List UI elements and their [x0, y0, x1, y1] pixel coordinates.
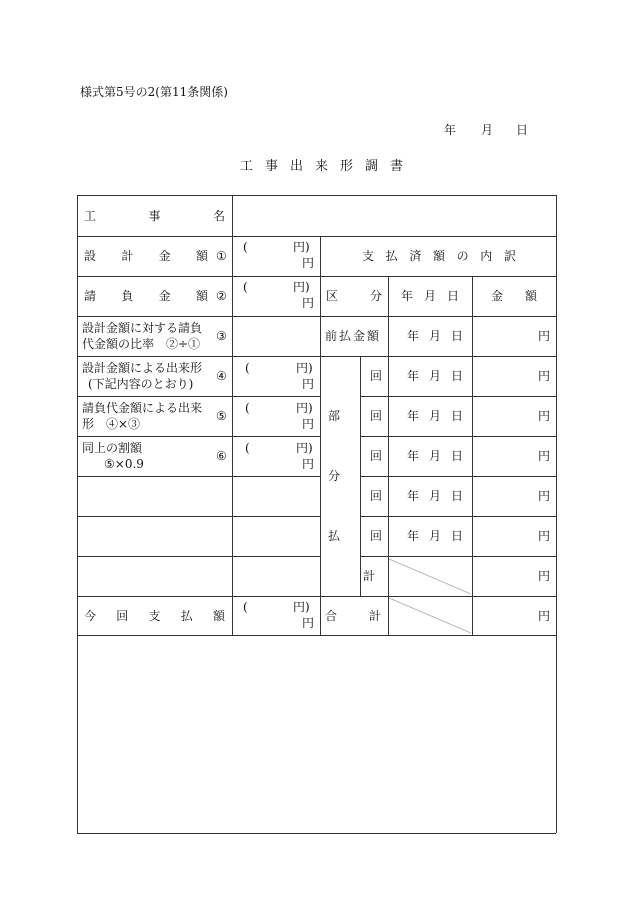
date-month: 月	[428, 409, 441, 423]
char: 月	[423, 289, 436, 303]
char: 年	[401, 289, 414, 303]
yen: 円	[302, 457, 315, 471]
kai-label: 回	[370, 489, 383, 503]
paren-open: (	[243, 600, 248, 614]
contract-amount-label	[84, 289, 208, 303]
date-year-label: 年	[444, 123, 457, 137]
date-year: 年	[407, 329, 420, 343]
char: 支	[362, 249, 375, 263]
kai-label: 回	[370, 529, 383, 543]
date-day: 日	[450, 529, 463, 543]
contract-dekidaka-label-line1: 請負代金額による出来	[82, 401, 203, 415]
breakdown-title	[362, 249, 516, 263]
row-yen: 円	[538, 449, 551, 463]
kai-label: 回	[370, 369, 383, 383]
char: 今	[84, 609, 97, 623]
date-year: 年	[407, 409, 420, 423]
subtotal-yen: 円	[538, 569, 551, 583]
split-number: ⑥	[216, 449, 227, 463]
char: 金	[158, 289, 171, 303]
char: 済	[409, 249, 422, 263]
date-header	[401, 289, 459, 303]
char: 分	[369, 289, 382, 303]
date-day: 日	[450, 369, 463, 383]
paren-open: (	[245, 361, 250, 375]
char: 内	[480, 249, 493, 263]
yen: 円	[302, 256, 315, 270]
char: 設	[84, 249, 97, 263]
advance-payment-label: 前払金額	[325, 329, 382, 343]
paren-open: (	[245, 401, 250, 415]
paren-yen: 円)	[293, 600, 310, 614]
date-year: 年	[407, 449, 420, 463]
yen: 円	[302, 296, 315, 310]
ratio-label-line2: 代金額の比率 ②÷①	[82, 337, 201, 351]
char: 日	[446, 289, 459, 303]
row-yen: 円	[538, 409, 551, 423]
char: 負	[121, 289, 134, 303]
empty-cell-diagonals	[388, 556, 472, 635]
char: 払	[385, 249, 398, 263]
split-label-line2: ⑤×0.9	[104, 457, 144, 471]
paren-yen: 円)	[296, 361, 313, 375]
row-yen: 円	[538, 489, 551, 503]
amount-header	[491, 289, 537, 303]
char: 回	[116, 609, 129, 623]
date-month-label: 月	[481, 123, 494, 137]
paren-open: (	[243, 240, 248, 254]
subtotal-label: 計	[363, 569, 376, 583]
date-day: 日	[450, 489, 463, 503]
construction-name-label	[84, 209, 225, 223]
ratio-label-line1: 設計金額に対する請負	[82, 321, 203, 335]
date-month: 月	[428, 449, 441, 463]
row-date	[407, 489, 463, 503]
char: 計	[121, 249, 134, 263]
dekidaka-label-line2: (下記内容のとおり)	[88, 377, 194, 391]
design-amount-number: ①	[216, 249, 227, 263]
char: 額	[195, 289, 208, 303]
date-month: 月	[428, 329, 441, 343]
category-header	[326, 289, 382, 303]
row-yen: 円	[538, 369, 551, 383]
char: 計	[368, 609, 381, 623]
char: 事	[148, 209, 161, 223]
paren-yen: 円)	[293, 240, 310, 254]
kai-label: 回	[370, 409, 383, 423]
date-year: 年	[407, 489, 420, 503]
char: 区	[326, 289, 339, 303]
char: 額	[212, 609, 225, 623]
date-day: 日	[450, 449, 463, 463]
row-yen: 円	[538, 529, 551, 543]
this-payment-label	[84, 609, 225, 623]
total-label	[325, 609, 381, 623]
ratio-number: ③	[216, 329, 227, 343]
contract-dekidaka-label-line2: 形 ④×③	[82, 417, 141, 431]
paren-open: (	[245, 441, 250, 455]
paren-yen: 円)	[296, 441, 313, 455]
char: 請	[84, 289, 97, 303]
split-label-line1: 同上の割額	[82, 441, 143, 455]
row-date	[407, 449, 463, 463]
partial-label-char-2: 分	[328, 469, 341, 483]
partial-label-char-1: 部	[328, 409, 341, 423]
dekidaka-label-line1: 設計金額による出来形	[82, 361, 203, 375]
row-date	[407, 529, 463, 543]
char: 工	[84, 209, 97, 223]
date-month: 月	[428, 369, 441, 383]
total-yen: 円	[538, 609, 551, 623]
paren-open: (	[243, 280, 248, 294]
advance-payment-date	[407, 329, 463, 343]
date-day: 日	[450, 409, 463, 423]
date-day: 日	[450, 329, 463, 343]
char: 名	[212, 209, 225, 223]
char: 訳	[503, 249, 516, 263]
date-day-label: 日	[516, 123, 529, 137]
design-amount-label	[84, 249, 208, 263]
char: の	[456, 249, 469, 263]
char: 金	[158, 249, 171, 263]
form-number: 様式第5号の2(第11条関係)	[80, 85, 228, 99]
char: 金	[491, 289, 504, 303]
char: 支	[148, 609, 161, 623]
char: 額	[524, 289, 537, 303]
paren-yen: 円)	[293, 280, 310, 294]
date-year: 年	[407, 369, 420, 383]
contract-amount-number: ②	[216, 289, 227, 303]
yen: 円	[302, 616, 315, 630]
dekidaka-number: ④	[216, 369, 227, 383]
char: 額	[195, 249, 208, 263]
char: 払	[180, 609, 193, 623]
char: 合	[325, 609, 338, 623]
paren-yen: 円)	[296, 401, 313, 415]
contract-dekidaka-number: ⑤	[216, 409, 227, 423]
kai-label: 回	[370, 449, 383, 463]
row-date	[407, 369, 463, 383]
char: 額	[432, 249, 445, 263]
yen: 円	[302, 377, 315, 391]
page-title: 工事出来形調書	[240, 159, 416, 174]
partial-label-char-3: 払	[328, 529, 341, 543]
date-year: 年	[407, 529, 420, 543]
row-date	[407, 409, 463, 423]
advance-payment-yen: 円	[538, 329, 551, 343]
yen: 円	[302, 417, 315, 431]
date-month: 月	[428, 489, 441, 503]
date-month: 月	[428, 529, 441, 543]
